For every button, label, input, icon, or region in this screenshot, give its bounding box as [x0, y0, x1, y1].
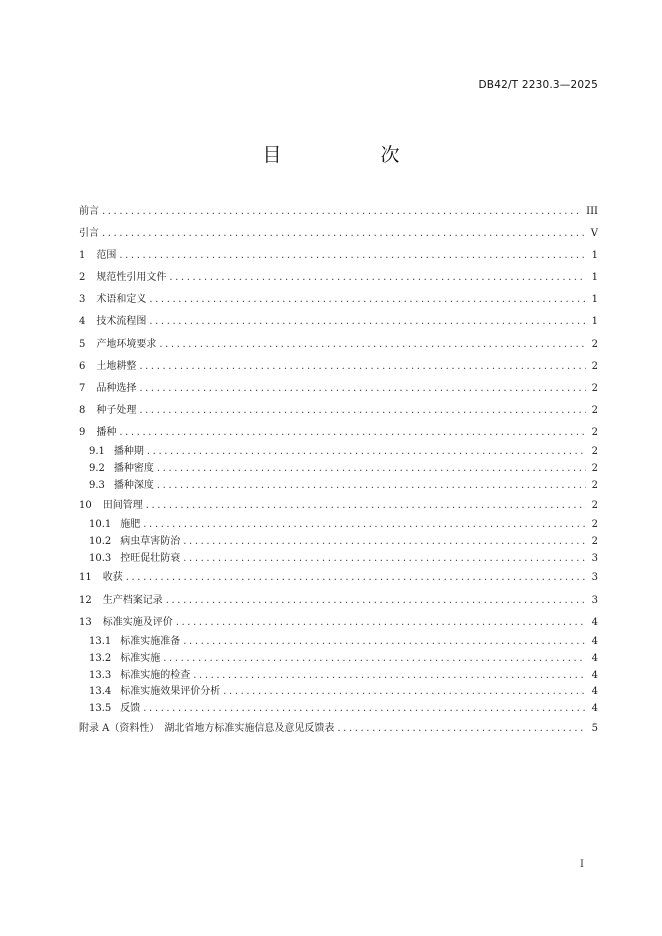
- toc-entry-number: 9.3: [89, 479, 105, 491]
- toc-entry[interactable]: [79, 668, 598, 685]
- dot-leader: [149, 289, 586, 311]
- dot-leader: [149, 311, 586, 333]
- toc-entry[interactable]: [79, 223, 598, 245]
- dot-leader: [139, 400, 586, 422]
- dot-leader: [102, 201, 582, 223]
- toc-entry-label: 反馈: [120, 703, 141, 715]
- toc-entry[interactable]: [79, 551, 598, 568]
- toc-entry-number: 13: [79, 616, 92, 628]
- dot-leader: [163, 651, 586, 668]
- dot-leader: [183, 534, 586, 551]
- toc-entry-number: 12: [79, 594, 92, 606]
- toc-entry-page: 4: [591, 669, 598, 681]
- toc-entry-page: 4: [591, 703, 598, 715]
- dot-leader: [139, 356, 586, 378]
- toc-entry-label: 施肥: [120, 518, 141, 530]
- toc-entry[interactable]: [79, 534, 598, 551]
- toc-entry[interactable]: [79, 478, 598, 495]
- toc-entry-label: 播种密度: [113, 462, 154, 474]
- dot-leader: [119, 245, 586, 267]
- toc-entry-page: 2: [591, 518, 598, 530]
- toc-entry-label: 规范性引用文件: [96, 272, 167, 284]
- toc-entry-page: 3: [591, 552, 598, 564]
- dot-leader: [143, 517, 586, 534]
- dot-leader: [119, 422, 586, 444]
- toc-entry-page: 1: [591, 250, 598, 262]
- toc-entry-page: 2: [591, 479, 598, 491]
- toc-entry-label: 技术流程图: [96, 316, 147, 328]
- toc-entry[interactable]: [79, 612, 598, 634]
- toc-entry-number: 13.1: [89, 635, 112, 647]
- dot-leader: [223, 684, 586, 701]
- toc-entry[interactable]: [79, 684, 598, 701]
- toc-entry-number: 10.1: [89, 518, 112, 530]
- dot-leader: [146, 495, 586, 517]
- toc-entry[interactable]: [79, 444, 598, 461]
- toc-entry-label: 引言: [79, 228, 99, 240]
- dot-leader: [183, 551, 586, 568]
- toc-entry[interactable]: [79, 422, 598, 444]
- toc-entry-number: 9.1: [89, 446, 105, 458]
- toc-entry-page: 4: [591, 635, 598, 647]
- toc-entry-number: 2: [79, 272, 86, 284]
- toc-entry-label: 田间管理: [102, 499, 143, 511]
- toc-entry-number: 8: [79, 404, 86, 416]
- toc-entry-number: 9.2: [89, 462, 105, 474]
- toc-entry-number: 1: [79, 250, 86, 262]
- toc-entry-label: 标准实施效果评价分析: [120, 686, 221, 698]
- toc-entry-page: 2: [591, 499, 598, 511]
- toc-entry-label: 收获: [102, 572, 123, 584]
- toc-entry-label: 范围: [96, 250, 117, 262]
- toc-entry[interactable]: [79, 311, 598, 333]
- toc-entry-number: 11: [79, 572, 92, 584]
- toc-entry-page: 3: [591, 572, 598, 584]
- toc-entry-number: 13.5: [89, 703, 112, 715]
- toc-entry-label: 术语和定义: [96, 294, 147, 306]
- dot-leader: [102, 223, 586, 245]
- toc-entry[interactable]: [79, 461, 598, 478]
- dot-leader: [143, 701, 586, 718]
- toc-entry-number: 13.3: [89, 669, 112, 681]
- toc-entry-label: 播种期: [113, 446, 144, 458]
- toc-entry-page: 2: [591, 404, 598, 416]
- toc-entry[interactable]: [79, 651, 598, 668]
- toc-entry-number: 4: [79, 316, 86, 328]
- toc-entry-page: 2: [591, 360, 598, 372]
- toc-entry-label: 标准实施: [120, 652, 161, 664]
- dot-leader: [157, 478, 586, 495]
- toc-entry-page: 5: [591, 723, 598, 735]
- page-title: 目 次: [262, 144, 440, 166]
- toc-entry-page: 2: [591, 462, 598, 474]
- toc-entry-page: 2: [591, 535, 598, 547]
- toc-entry-label: 附录 A（资料性） 湖北省地方标准实施信息及意见反馈表: [79, 723, 335, 735]
- toc-entry-number: 6: [79, 360, 86, 372]
- toc-entry-label: 播种深度: [113, 479, 154, 491]
- toc-entry-page: V: [590, 228, 598, 240]
- toc-entry-number: 5: [79, 338, 86, 350]
- toc-entry[interactable]: [79, 400, 598, 422]
- toc-entry-page: 1: [591, 272, 598, 284]
- toc-entry-page: 2: [591, 382, 598, 394]
- toc-entry-label: 标准实施及评价: [102, 616, 173, 628]
- dot-leader: [183, 634, 586, 651]
- toc-entry[interactable]: [79, 245, 598, 267]
- toc-entry[interactable]: [79, 634, 598, 651]
- toc-entry-label: 控旺促壮防衰: [120, 552, 181, 564]
- dot-leader: [157, 461, 586, 478]
- toc-entry[interactable]: [79, 334, 598, 356]
- toc-entry[interactable]: [79, 267, 598, 289]
- dot-leader: [176, 612, 586, 634]
- document-code: DB42/T 2230.3—2025: [478, 79, 598, 91]
- page-number: I: [580, 859, 584, 870]
- toc-entry-page: 2: [591, 338, 598, 350]
- toc-entry-label: 生产档案记录: [102, 594, 163, 606]
- toc-entry-number: 13.4: [89, 686, 112, 698]
- toc-entry[interactable]: [79, 201, 598, 223]
- toc-entry-number: 9: [79, 426, 86, 438]
- toc-entry-page: 4: [591, 652, 598, 664]
- toc-entry-number: 13.2: [89, 652, 112, 664]
- table-of-contents: [79, 201, 598, 740]
- dot-leader: [126, 567, 586, 589]
- toc-entry-number: 10.2: [89, 535, 112, 547]
- toc-entry[interactable]: [79, 567, 598, 589]
- dot-leader: [139, 378, 586, 400]
- dot-leader: [169, 267, 586, 289]
- toc-entry-number: 7: [79, 382, 86, 394]
- toc-entry[interactable]: [79, 701, 598, 718]
- dot-leader: [166, 590, 586, 612]
- toc-entry-number: 10: [79, 499, 92, 511]
- dot-leader: [337, 718, 586, 740]
- toc-entry-page: 4: [591, 686, 598, 698]
- toc-entry-number: 3: [79, 294, 86, 306]
- toc-entry-page: 1: [591, 316, 598, 328]
- toc-entry-page: 2: [591, 446, 598, 458]
- toc-entry[interactable]: [79, 718, 598, 740]
- toc-entry-label: 土地耕整: [96, 360, 137, 372]
- toc-entry-label: 前言: [79, 206, 99, 217]
- toc-entry-page: 2: [591, 426, 598, 438]
- toc-entry-label: 病虫草害防治: [120, 535, 181, 547]
- toc-entry-page: 1: [591, 294, 598, 306]
- toc-entry-page: 3: [591, 594, 598, 606]
- toc-entry[interactable]: [79, 289, 598, 311]
- toc-entry-label: 产地环境要求: [96, 338, 157, 350]
- toc-entry-label: 播种: [96, 426, 117, 438]
- toc-entry-page: III: [586, 206, 598, 217]
- dot-leader: [159, 334, 586, 356]
- toc-entry-label: 标准实施的检查: [120, 669, 191, 681]
- dot-leader: [147, 444, 586, 461]
- toc-entry-number: 10.3: [89, 552, 112, 564]
- toc-entry[interactable]: [79, 495, 598, 517]
- toc-entry[interactable]: [79, 378, 598, 400]
- toc-entry[interactable]: [79, 517, 598, 534]
- toc-entry-label: 品种选择: [96, 382, 137, 394]
- toc-entry-label: 标准实施准备: [120, 635, 181, 647]
- toc-entry[interactable]: [79, 356, 598, 378]
- toc-entry-label: 种子处理: [96, 404, 137, 416]
- toc-entry-page: 4: [591, 616, 598, 628]
- dot-leader: [193, 668, 586, 685]
- toc-entry[interactable]: [79, 590, 598, 612]
